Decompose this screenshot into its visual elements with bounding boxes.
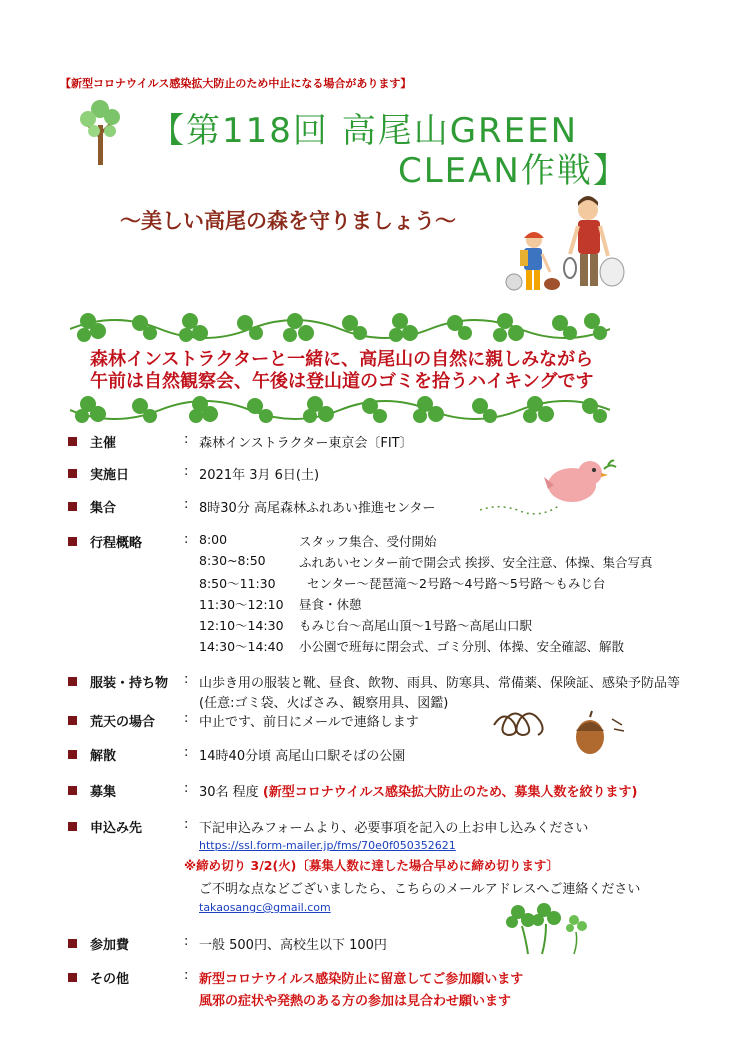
rain-label: 荒天の場合 — [90, 715, 156, 730]
meeting-label: 集合 — [90, 501, 117, 516]
organizer-value: 森林インストラクター東京会〔FIT〕 — [199, 436, 413, 451]
page-title-line2: CLEAN作戦】 — [398, 151, 629, 191]
intro-line-1: 森林インストラクターと一緒に、高尾山の自然に親しみながら — [90, 349, 594, 370]
meeting-colon: : — [184, 497, 189, 512]
schedule-desc: 小公園で班毎に閉会式、ゴミ分別、体操、安全確認、解散 — [299, 639, 625, 654]
schedule-time: 12:10～14:30 — [199, 618, 284, 633]
fee-label: 参加費 — [90, 938, 130, 953]
meeting-value: 8時30分 高尾森林ふれあい推進センター — [199, 501, 436, 516]
organizer-label: 主催 — [90, 436, 117, 451]
schedule-time: 8:30~8:50 — [199, 553, 266, 568]
schedule-colon: : — [184, 532, 189, 547]
clothing-colon: : — [184, 672, 189, 687]
tree-illustration — [78, 95, 124, 167]
fee-value: 一般 500円、高校生以下 100円 — [199, 938, 387, 953]
bullet-clothing — [68, 677, 77, 686]
other-note-2: 風邪の症状や発熱のある方の参加は見合わせ願います — [199, 994, 512, 1009]
schedule-desc: もみじ台～高尾山頂～1号路～高尾山口駅 — [299, 618, 532, 633]
apply-colon: : — [184, 817, 189, 832]
bullet-schedule — [68, 537, 77, 546]
date-label: 実施日 — [90, 468, 130, 483]
rain-colon: : — [184, 711, 189, 726]
page-title-line1: 【第118回 高尾山GREEN — [150, 111, 579, 151]
date-colon: : — [184, 464, 189, 479]
application-form-link[interactable]: https://ssl.form-mailer.jp/fms/70e0f050352621 — [199, 839, 456, 852]
bullet-recruit — [68, 786, 77, 795]
schedule-desc: スタッフ集合、受付開始 — [299, 534, 437, 549]
bird-illustration — [480, 455, 620, 520]
dismiss-value: 14時40分頃 高尾山口駅そばの公園 — [199, 749, 406, 764]
bullet-organizer — [68, 437, 77, 446]
schedule-desc: ふれあいセンター前で開会式 挨拶、安全注意、体操、集合写真 — [299, 555, 653, 570]
schedule-time: 8:50～11:30 — [199, 576, 276, 591]
organizer-colon: : — [184, 432, 189, 447]
bullet-meeting — [68, 502, 77, 511]
acorn-illustration — [490, 705, 640, 760]
apply-instructions: 下記申込みフォームより、必要事項を記入の上お申し込みください — [199, 821, 589, 836]
schedule-label: 行程概略 — [90, 536, 143, 551]
dismiss-label: 解散 — [90, 749, 117, 764]
hikers-illustration — [498, 192, 628, 297]
recruit-label: 募集 — [90, 785, 117, 800]
clover-vine-bottom — [70, 388, 610, 432]
other-note-1: 新型コロナウイルス感染防止に留意してご参加願います — [199, 972, 524, 987]
bullet-fee — [68, 939, 77, 948]
rain-value: 中止です、前日にメールで連絡します — [199, 715, 419, 730]
deadline-note: ※締め切り 3/2(火)〔募集人数に達した場合早めに締め切ります〕 — [184, 858, 559, 873]
bullet-apply — [68, 822, 77, 831]
cancellation-notice: 【新型コロナウイルス感染拡大防止のため中止になる場合があります】 — [60, 77, 412, 90]
schedule-desc: センター～琵琶滝～2号路～4号路～5号路～もみじ台 — [307, 576, 606, 591]
date-value: 2021年 3月 6日(土) — [199, 468, 320, 483]
recruit-note: (新型コロナウイルス感染拡大防止のため、募集人数を絞ります) — [262, 785, 638, 800]
clothing-value-1: 山歩き用の服装と靴、昼食、飲物、雨具、防寒具、常備薬、保険証、感染予防品等 — [199, 676, 681, 691]
clothing-value-2: (任意:ゴミ袋、火ばさみ、観察用具、図鑑) — [199, 696, 449, 711]
other-colon: : — [184, 968, 189, 983]
fee-colon: : — [184, 934, 189, 949]
apply-label: 申込み先 — [90, 821, 143, 836]
schedule-time: 11:30～12:10 — [199, 597, 284, 612]
bullet-dismiss — [68, 750, 77, 759]
recruit-count: 30名 程度 — [199, 785, 259, 800]
schedule-time: 14:30～14:40 — [199, 639, 284, 654]
apply-contact-text: ご不明な点などございましたら、こちらのメールアドレスへご連絡ください — [199, 882, 641, 897]
clothing-label: 服装・持ち物 — [90, 676, 169, 691]
contact-email-link[interactable]: takaosangc@gmail.com — [199, 901, 331, 914]
bullet-other — [68, 973, 77, 982]
dismiss-colon: : — [184, 745, 189, 760]
clover-illustration — [502, 900, 592, 958]
bullet-rain — [68, 716, 77, 725]
intro-line-2: 午前は自然観察会、午後は登山道のゴミを拾うハイキングです — [90, 371, 594, 392]
recruit-value — [199, 781, 637, 800]
schedule-time: 8:00 — [199, 532, 228, 547]
subtitle: ～美しい高尾の森を守りましょう～ — [120, 209, 456, 233]
schedule-desc: 昼食・休憩 — [299, 597, 362, 612]
bullet-date — [68, 469, 77, 478]
other-label: その他 — [90, 972, 130, 987]
recruit-colon: : — [184, 781, 189, 796]
